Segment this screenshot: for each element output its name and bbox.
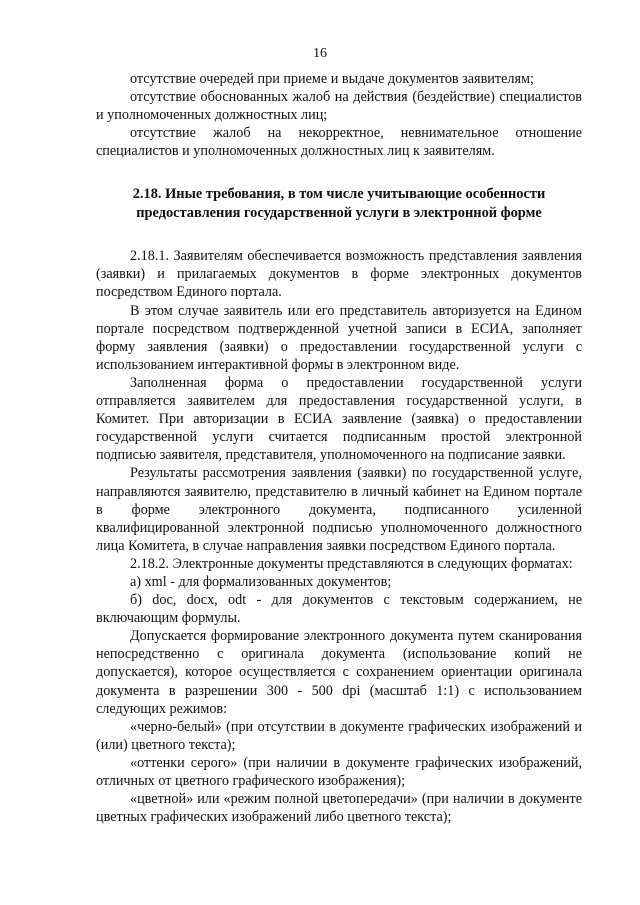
paragraph-no-queues: отсутствие очередей при приеме и выдаче документов заявителям; [130, 71, 534, 87]
paragraph-mode-color: «цветной» или «режим полной цветопередачи» (при наличии в документе цветных графических изображений либо цветного текста); [96, 791, 582, 826]
page-number: 16 [313, 46, 327, 61]
paragraph-filled-form: Заполненная форма о предоставлении государственной услуги отправляется заявителем для предоставления государственной услуги, в Комитет. При авторизации в ЕСИА заявление (заявка) о предоставлении государственной услуги считается подписанным простой электронной подписью заявителя, представителя, уполномоченного на подписание заявки. [96, 374, 582, 464]
paragraph-scanning: Допускается формирование электронного документа путем сканирования непосредственно с оригинала документа (использование копий не допускается), которое осуществляется с сохранением ориентации оригинала документа в разрешении 300 - 500 dpi (масштаб 1:1) с использованием следующих режимов: [96, 628, 582, 717]
paragraph-format-doc: б) doc, docx, odt - для документов с текстовым содержанием, не включающим формулы. [96, 592, 582, 627]
paragraph-2-18-2: 2.18.2. Электронные документы представляются в следующих форматах: [130, 555, 573, 572]
paragraph-results: Результаты рассмотрения заявления (заявки) по государственной услуге, направляются заявителю, представителю в личный кабинет на Едином портале в форме электронного документа, подписанного усиленной квалифицированной электронной подписью уполномоченного должностного лица Комитета, в случае направления заявки посредством Единого портала. [96, 465, 582, 554]
paragraph-authorization: В этом случае заявитель или его представитель авторизуется на Едином портале посредством подтвержденной учетной записи в ЕСИА, заполняет форму заявления (заявки) о предоставлении государственной услуги с использованием интерактивной формы в электронном виде. [96, 302, 582, 373]
section-heading-2-18: 2.18. Иные требования, в том числе учитывающие особенности предоставления государственной услуги в электронной форме [132, 186, 546, 221]
paragraph-format-xml: а) xml - для формализованных документов; [130, 573, 392, 590]
document-body [96, 70, 582, 826]
paragraph-mode-grayscale: «оттенки серого» (при наличии в документе графических изображений, отличных от цветного графического изображения); [96, 754, 582, 789]
paragraph-no-justified-complaints: отсутствие обоснованных жалоб на действия (бездействие) специалистов и уполномоченных должностных лиц; [96, 89, 582, 124]
paragraph-no-complaints-incorrect-attitude: отсутствие жалоб на некорректное, невнимательное отношение специалистов и уполномоченных должностных лиц к заявителям. [96, 125, 582, 160]
paragraph-mode-black-white: «черно-белый» (при отсутствии в документе графических изображений и (или) цветного текста); [96, 718, 582, 753]
paragraph-2-18-1: 2.18.1. Заявителям обеспечивается возможность представления заявления (заявки) и прилагаемых документов в форме электронных документов посредством Единого портала. [96, 248, 582, 301]
